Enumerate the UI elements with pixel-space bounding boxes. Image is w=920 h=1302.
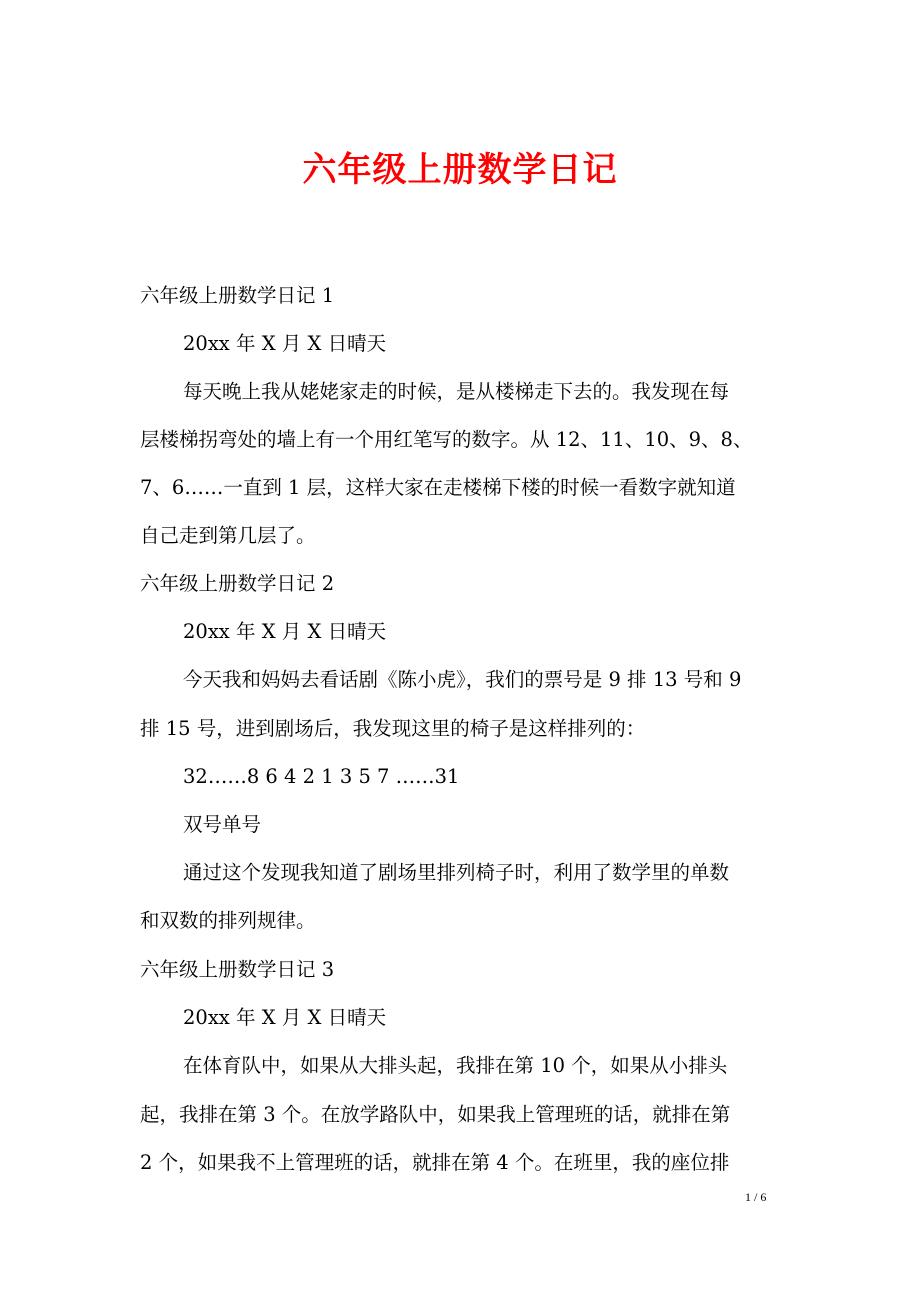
- document-title: 六年级上册数学日记: [302, 150, 618, 190]
- section-heading: 六年级上册数学日记 1: [140, 284, 335, 307]
- paragraph-line: 通过这个发现我知道了剧场里排列椅子时，利用了数学里的单数: [183, 861, 730, 884]
- paragraph-line: 排 15 号，进到剧场后，我发现这里的椅子是这样排列的：: [140, 717, 646, 740]
- page-number: 1 / 6: [745, 1190, 767, 1204]
- paragraph-line: 32……8 6 4 2 1 3 5 7 ……31: [183, 765, 460, 788]
- paragraph-line: 2 个，如果我不上管理班的话，就排在第 4 个。在班里，我的座位排: [140, 1151, 730, 1174]
- date-line: 20xx 年 X 月 X 日晴天: [183, 1006, 387, 1029]
- paragraph-line: 起，我排在第 3 个。在放学路队中，如果我上管理班的话，就排在第: [140, 1103, 731, 1126]
- paragraph-line: 和双数的排列规律。: [140, 909, 316, 932]
- date-line: 20xx 年 X 月 X 日晴天: [183, 332, 387, 355]
- paragraph-line: 今天我和妈妈去看话剧《陈小虎》，我们的票号是 9 排 13 号和 9: [183, 668, 742, 691]
- paragraph-line: 在体育队中，如果从大排头起，我排在第 10 个，如果从小排头: [183, 1054, 728, 1077]
- paragraph-line: 自己走到第几层了。: [140, 524, 316, 547]
- section-heading: 六年级上册数学日记 2: [140, 572, 335, 595]
- paragraph-line: 层楼梯拐弯处的墙上有一个用红笔写的数字。从 12、11、10、9、8、: [140, 428, 753, 451]
- section-heading: 六年级上册数学日记 3: [140, 958, 335, 981]
- paragraph-line: 双号单号: [183, 813, 262, 836]
- date-line: 20xx 年 X 月 X 日晴天: [183, 620, 387, 643]
- paragraph-line: 每天晚上我从姥姥家走的时候，是从楼梯走下去的。我发现在每: [183, 380, 730, 403]
- paragraph-line: 7、6……一直到 1 层，这样大家在走楼梯下楼的时候一看数字就知道: [140, 476, 736, 499]
